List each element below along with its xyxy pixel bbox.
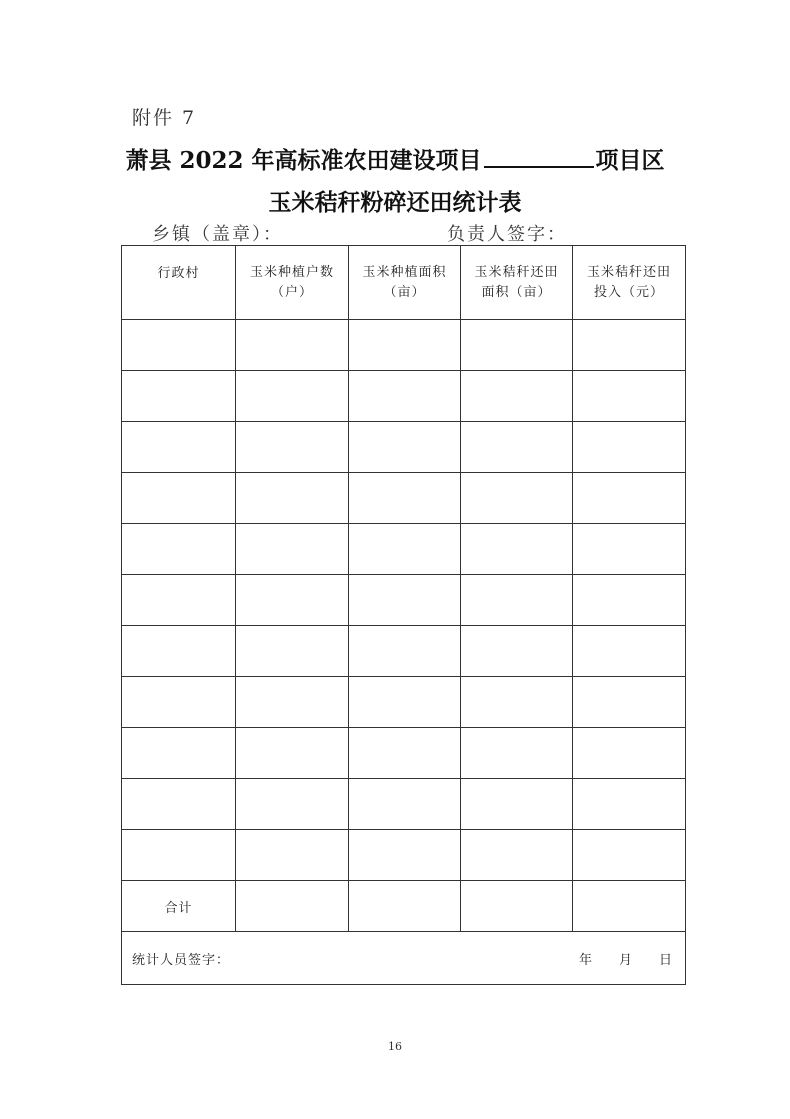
table-cell[interactable] (236, 881, 349, 932)
table-cell[interactable] (349, 830, 461, 881)
table-cell[interactable] (461, 473, 573, 524)
table-row (122, 422, 686, 473)
table-cell[interactable] (122, 830, 236, 881)
statistician-signature-label: 统计人员签字： (132, 952, 231, 968)
table-cell[interactable] (349, 779, 461, 830)
date-day: 日 (658, 952, 673, 968)
document-title-line-2: 玉米秸秆粉碎还田统计表 (268, 189, 522, 216)
table-cell[interactable] (349, 728, 461, 779)
table-cell[interactable] (122, 779, 236, 830)
document-title-line-1 (0, 142, 790, 175)
table-cell[interactable] (573, 371, 686, 422)
table-row (122, 575, 686, 626)
table-cell[interactable] (573, 881, 686, 932)
header-village: 行政村 (122, 246, 236, 320)
township-seal-label: 乡镇（盖章）： (152, 224, 283, 245)
table-cell[interactable] (349, 320, 461, 371)
table-cell[interactable] (349, 371, 461, 422)
table-cell[interactable] (236, 575, 349, 626)
attachment-label: 附件 7 (132, 107, 197, 129)
table-cell[interactable] (236, 524, 349, 575)
title-suffix: 项目区 (595, 147, 665, 174)
table-cell[interactable] (573, 677, 686, 728)
table-cell[interactable] (461, 626, 573, 677)
header-planting-households: 玉米种植户数 （户） (236, 246, 349, 320)
table-cell[interactable] (122, 320, 236, 371)
table-cell[interactable] (573, 320, 686, 371)
table-cell[interactable] (461, 320, 573, 371)
total-label: 合计 (122, 881, 236, 932)
date-field (553, 949, 673, 968)
table-cell[interactable] (573, 830, 686, 881)
footer-cell (122, 932, 686, 985)
table-cell[interactable] (236, 422, 349, 473)
table-cell[interactable] (122, 524, 236, 575)
date-year: 年 (578, 952, 593, 968)
table-cell[interactable] (461, 371, 573, 422)
table-total-row (122, 881, 686, 932)
table-cell[interactable] (573, 779, 686, 830)
table-row (122, 830, 686, 881)
table-header-row (122, 246, 686, 320)
table-row (122, 320, 686, 371)
header-straw-return-area: 玉米秸秆还田 面积（亩） (461, 246, 573, 320)
table-cell[interactable] (461, 881, 573, 932)
table-cell[interactable] (236, 320, 349, 371)
table-cell[interactable] (349, 422, 461, 473)
table-row (122, 779, 686, 830)
table-cell[interactable] (573, 575, 686, 626)
table-row (122, 626, 686, 677)
table-cell[interactable] (573, 728, 686, 779)
table-cell[interactable] (236, 371, 349, 422)
table-cell[interactable] (461, 830, 573, 881)
date-month: 月 (618, 952, 633, 968)
table-cell[interactable] (349, 881, 461, 932)
table-cell[interactable] (461, 422, 573, 473)
table-cell[interactable] (236, 626, 349, 677)
table-cell[interactable] (236, 473, 349, 524)
project-area-blank (484, 146, 594, 168)
table-cell[interactable] (122, 626, 236, 677)
header-planting-area: 玉米种植面积 （亩） (349, 246, 461, 320)
table-cell[interactable] (236, 830, 349, 881)
table-row (122, 728, 686, 779)
table-cell[interactable] (349, 524, 461, 575)
table-cell[interactable] (461, 524, 573, 575)
table-cell[interactable] (122, 473, 236, 524)
title-prefix: 萧县 2022 年高标准农田建设项目 (125, 147, 482, 174)
table-footer-row (122, 932, 686, 985)
table-cell[interactable] (122, 575, 236, 626)
table-cell[interactable] (349, 473, 461, 524)
table-cell[interactable] (122, 422, 236, 473)
table-cell[interactable] (573, 524, 686, 575)
table-cell[interactable] (461, 728, 573, 779)
table-cell[interactable] (236, 779, 349, 830)
page-number: 16 (388, 1040, 402, 1053)
table-cell[interactable] (573, 626, 686, 677)
table-cell[interactable] (461, 575, 573, 626)
table-cell[interactable] (461, 677, 573, 728)
table-cell[interactable] (349, 575, 461, 626)
table-cell[interactable] (573, 473, 686, 524)
table-cell[interactable] (122, 371, 236, 422)
table-row (122, 677, 686, 728)
table-cell[interactable] (349, 626, 461, 677)
responsible-signature-label: 负责人签字： (447, 224, 567, 245)
table-row (122, 473, 686, 524)
table-row (122, 371, 686, 422)
statistics-table (121, 245, 686, 985)
header-straw-return-investment: 玉米秸秆还田 投入（元） (573, 246, 686, 320)
table-cell[interactable] (461, 779, 573, 830)
table-cell[interactable] (349, 677, 461, 728)
table-cell[interactable] (236, 728, 349, 779)
table-cell[interactable] (573, 422, 686, 473)
table-cell[interactable] (122, 677, 236, 728)
table-cell[interactable] (122, 728, 236, 779)
table-row (122, 524, 686, 575)
table-cell[interactable] (236, 677, 349, 728)
